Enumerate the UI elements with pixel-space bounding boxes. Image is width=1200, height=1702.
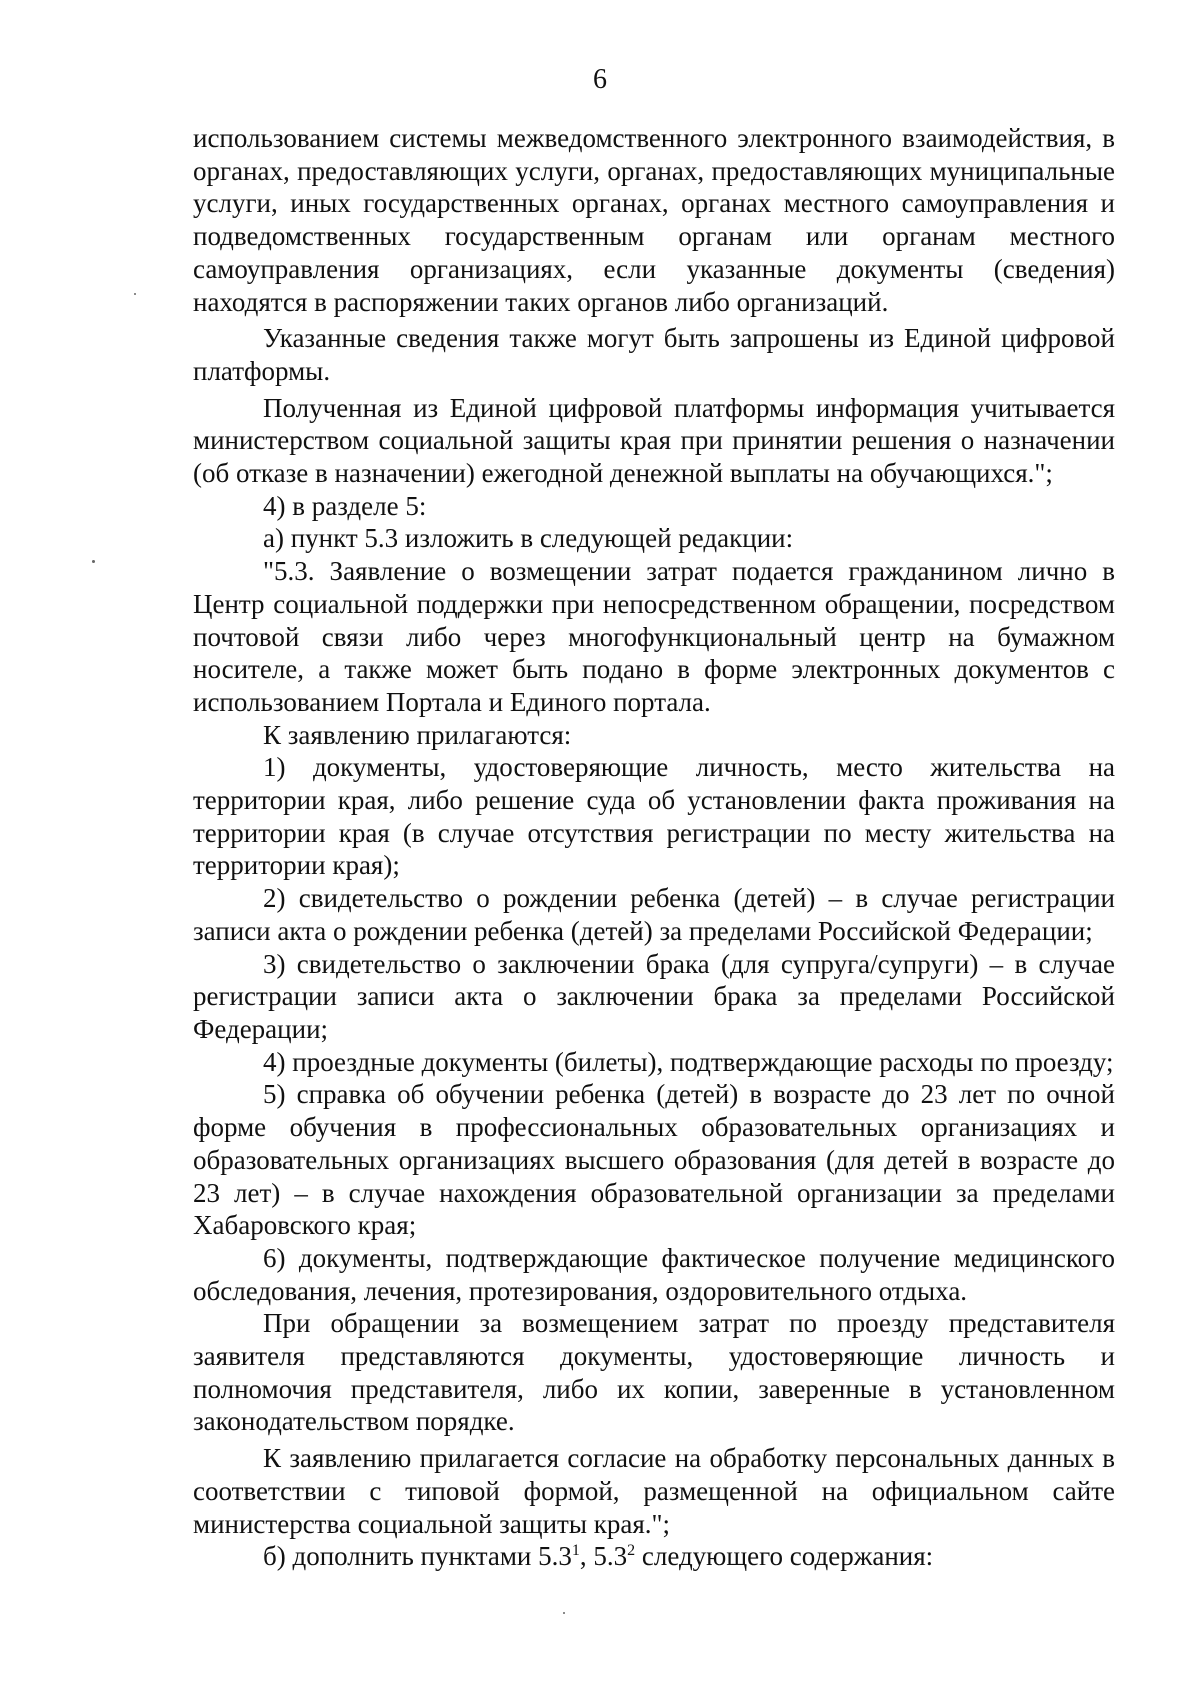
paragraph-2: Указанные сведения также могут быть запрошены из Единой цифровой платформы. [193,323,1115,386]
scan-speck [92,560,95,563]
paragraph-5: а) пункт 5.3 изложить в следующей редакции: [263,523,794,554]
paragraph-15: К заявлению прилагается согласие на обработку персональных данных в соответствии с типовой формой, размещенной на официальном сайте министерства социальной защиты края."; [193,1443,1115,1539]
paragraph-7: К заявлению прилагаются: [263,719,572,750]
paragraph-9: 2) свидетельство о рождении ребенка (детей) – в случае регистрации записи акта о рождении ребенка (детей) за пределами Российской Федерации; [193,883,1115,946]
paragraph-8: 1) документы, удостоверяющие личность, место жительства на территории края, либо решение суда об установлении факта проживания на территории края (в случае отсутствия регистрации по месту жительства на территории края); [193,752,1115,881]
paragraph-16-middle: , 5.3 [579,1541,628,1572]
document-body [193,122,1115,1573]
scan-speck [134,293,136,295]
paragraph-10: 3) свидетельство о заключении брака (для супруга/супруги) – в случае регистрации записи акта о заключении брака за пределами Российской Федерации; [193,948,1115,1044]
paragraph-1: использованием системы межведомственного электронного взаимодействия, в органах, предоставляющих услуги, органах, предоставляющих муниципальные услуги, иных государственных органах, органах местного самоуправления и подведомственных государственным органам или органам местного самоуправления организациях, если указанные документы (сведения) находятся в распоряжении таких органов либо организаций. [193,123,1115,317]
superscript-1: 1 [571,1542,580,1560]
paragraph-16-prefix: б) дополнить пунктами 5.3 [263,1541,572,1572]
paragraph-6: "5.3. Заявление о возмещении затрат подается гражданином лично в Центр социальной поддержки при непосредственном обращении, посредством почтовой связи либо через многофункциональный центр на бумажном носителе, а также может быть подано в форме электронных документов с использованием Портала и Единого портала. [193,556,1115,717]
paragraph-4: 4) в разделе 5: [263,490,427,521]
paragraph-12: 5) справка об обучении ребенка (детей) в возрасте до 23 лет по очной форме обучения в профессиональных образовательных организациях и образовательных организациях высшего образования (для детей в возрасте до 23 лет) – в случае нахождения образовательной организации за пределами Хабаровского края; [193,1079,1115,1241]
page-number: 6 [593,64,607,95]
paragraph-16-suffix: следующего содержания: [635,1541,934,1572]
paragraph-14: При обращении за возмещением затрат по проезду представителя заявителя представляются документы, удостоверяющие личность и полномочия представителя, либо их копии, заверенные в установленном законодательством порядке. [193,1308,1115,1437]
superscript-2: 2 [627,1542,636,1560]
scan-speck [563,1612,565,1614]
paragraph-11: 4) проездные документы (билеты), подтверждающие расходы по проезду; [263,1046,1114,1077]
paragraph-13: 6) документы, подтверждающие фактическое получение медицинского обследования, лечения, протезирования, оздоровительного отдыха. [193,1242,1115,1306]
paragraph-16 [193,1540,1115,1573]
paragraph-3: Полученная из Единой цифровой платформы информация учитывается министерством социальной защиты края при принятии решения о назначении (об отказе в назначении) ежегодной денежной выплаты на обучающихся."; [193,392,1115,489]
